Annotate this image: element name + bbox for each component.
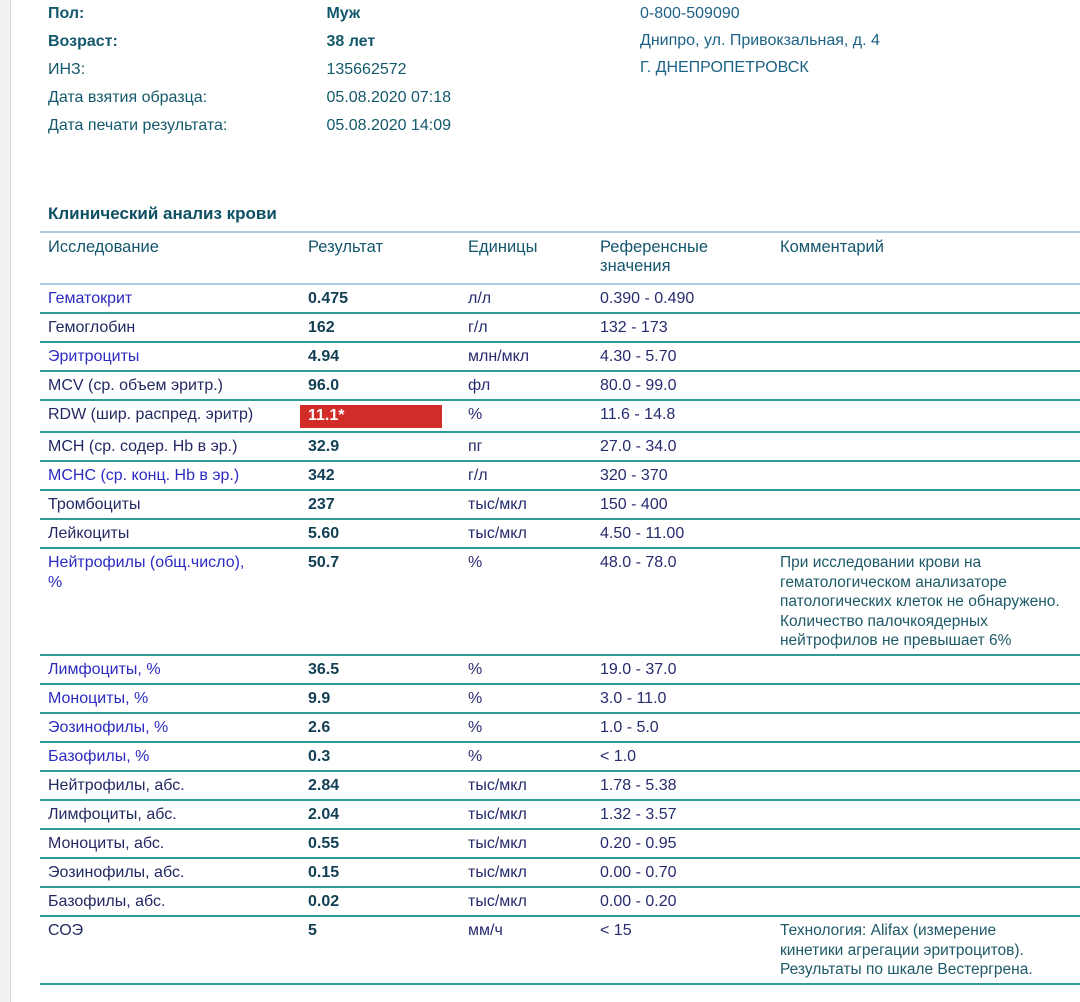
patient-info-value: 38 лет xyxy=(326,33,376,50)
table-row xyxy=(40,916,1080,984)
patient-info-value: 05.08.2020 14:09 xyxy=(326,117,452,134)
test-unit: тыс/мкл xyxy=(468,835,527,852)
header-row xyxy=(40,232,1080,284)
patient-info-value: 05.08.2020 07:18 xyxy=(326,89,452,106)
results-table-header xyxy=(40,232,1080,284)
test-comment: Технология: Alifax (измерение кинетики агрегации эритроцитов). Результаты по шкале Вестергрена. xyxy=(780,922,1033,978)
test-unit: пг xyxy=(468,438,483,455)
lab-info xyxy=(640,5,880,86)
test-unit: % xyxy=(468,554,483,571)
lab-address: Днипро, ул. Привокзальная, д. 4 xyxy=(640,32,880,49)
table-row xyxy=(40,432,1080,461)
test-reference: 27.0 - 34.0 xyxy=(600,438,677,455)
test-unit: л/л xyxy=(468,290,492,307)
test-result: 11.1* xyxy=(300,405,442,428)
test-unit: тыс/мкл xyxy=(468,777,527,794)
test-comment: При исследовании крови на гематологическом анализаторе патологических клеток не обнаружено. Количество палочкоядерных нейтрофилов не превышает 6% xyxy=(780,554,1060,649)
patient-info-row xyxy=(48,89,451,117)
test-unit: тыс/мкл xyxy=(468,893,527,910)
test-reference: 132 - 173 xyxy=(600,319,668,336)
patient-info-label: Пол: xyxy=(48,5,85,22)
test-result: 4.94 xyxy=(308,348,340,365)
test-name: Моноциты, абс. xyxy=(48,835,165,852)
lab-city: Г. ДНЕПРОПЕТРОВСК xyxy=(640,59,809,76)
test-reference: 150 - 400 xyxy=(600,496,668,513)
test-unit: % xyxy=(468,719,483,736)
test-reference: 0.00 - 0.70 xyxy=(600,864,677,881)
test-name: Базофилы, абс. xyxy=(48,893,166,910)
column-header-comment: Комментарий xyxy=(780,238,884,256)
patient-info-label: Дата взятия образца: xyxy=(48,89,208,106)
test-result: 5 xyxy=(308,922,317,939)
test-result: 5.60 xyxy=(308,525,340,542)
test-unit: тыс/мкл xyxy=(468,806,527,823)
table-row xyxy=(40,742,1080,771)
test-reference: 0.390 - 0.490 xyxy=(600,290,695,307)
test-result: 237 xyxy=(308,496,335,513)
test-name: Нейтрофилы, абс. xyxy=(48,777,185,794)
lab-phone: 0-800-509090 xyxy=(640,5,740,22)
test-result: 0.475 xyxy=(308,290,349,307)
test-result: 342 xyxy=(308,467,335,484)
test-result: 2.6 xyxy=(308,719,331,736)
table-row xyxy=(40,519,1080,548)
test-name: RDW (шир. распред. эритр) xyxy=(48,406,254,423)
table-row xyxy=(40,284,1080,313)
table-row xyxy=(40,490,1080,519)
test-name: СОЭ xyxy=(48,922,84,939)
test-reference: 4.50 - 11.00 xyxy=(600,525,685,542)
test-unit: % xyxy=(468,406,483,423)
test-name: Моноциты, % xyxy=(48,690,149,707)
test-name: Гемоглобин xyxy=(48,319,136,336)
test-result: 50.7 xyxy=(308,554,340,571)
test-result: 0.55 xyxy=(308,835,340,852)
test-reference: 11.6 - 14.8 xyxy=(600,406,676,423)
test-result: 2.04 xyxy=(308,806,340,823)
test-reference: 320 - 370 xyxy=(600,467,668,484)
table-row xyxy=(40,461,1080,490)
patient-info xyxy=(48,5,451,145)
test-result: 0.15 xyxy=(308,864,340,881)
results-table xyxy=(40,231,1080,985)
test-name: Лимфоциты, абс. xyxy=(48,806,177,823)
patient-info-value: Муж xyxy=(326,5,361,22)
test-unit: тыс/мкл xyxy=(468,864,527,881)
test-result: 36.5 xyxy=(308,661,340,678)
test-unit: г/л xyxy=(468,467,488,484)
column-header-result: Результат xyxy=(308,238,384,256)
test-unit: млн/мкл xyxy=(468,348,530,365)
test-result: 2.84 xyxy=(308,777,340,794)
test-name: Эозинофилы, абс. xyxy=(48,864,185,881)
test-unit: тыс/мкл xyxy=(468,525,527,542)
results-table-body xyxy=(40,284,1080,984)
test-reference: 80.0 - 99.0 xyxy=(600,377,677,394)
test-unit: тыс/мкл xyxy=(468,496,527,513)
column-header-reference: Референсные значения xyxy=(600,238,709,275)
test-unit: г/л xyxy=(468,319,488,336)
patient-info-row xyxy=(48,5,451,33)
table-row xyxy=(40,313,1080,342)
test-name: Нейтрофилы (общ.число), % xyxy=(48,554,245,591)
test-reference: 4.30 - 5.70 xyxy=(600,348,677,365)
test-result: 162 xyxy=(308,319,335,336)
test-result: 9.9 xyxy=(308,690,331,707)
table-row xyxy=(40,800,1080,829)
test-name: Базофилы, % xyxy=(48,748,150,765)
table-row xyxy=(40,548,1080,655)
table-row xyxy=(40,400,1080,432)
test-name: MCHC (ср. конц. Hb в эр.) xyxy=(48,467,240,484)
test-unit: мм/ч xyxy=(468,922,503,939)
table-row xyxy=(40,858,1080,887)
test-name: Гематокрит xyxy=(48,290,133,307)
patient-info-row xyxy=(48,61,451,89)
test-result: 96.0 xyxy=(308,377,340,394)
table-row xyxy=(40,684,1080,713)
test-result: 0.3 xyxy=(308,748,331,765)
patient-info-row xyxy=(48,33,451,61)
test-name: Лейкоциты xyxy=(48,525,130,542)
test-reference: 3.0 - 11.0 xyxy=(600,690,667,707)
test-result: 32.9 xyxy=(308,438,340,455)
test-result: 0.02 xyxy=(308,893,340,910)
report-title: Клинический анализ крови xyxy=(48,204,277,223)
column-header-study: Исследование xyxy=(48,238,159,256)
patient-info-label: Возраст: xyxy=(48,33,118,50)
test-reference: < 1.0 xyxy=(600,748,637,765)
test-reference: 1.32 - 3.57 xyxy=(600,806,677,823)
patient-info-label: Дата печати результата: xyxy=(48,117,228,134)
test-unit: фл xyxy=(468,377,491,394)
test-name: MCV (ср. объем эритр.) xyxy=(48,377,223,394)
test-name: Тромбоциты xyxy=(48,496,141,513)
test-reference: 0.20 - 0.95 xyxy=(600,835,677,852)
test-unit: % xyxy=(468,748,483,765)
report-section xyxy=(0,204,1080,985)
test-reference: 1.78 - 5.38 xyxy=(600,777,677,794)
patient-info-row xyxy=(48,117,451,145)
patient-info-value: 135662572 xyxy=(326,61,407,78)
table-row xyxy=(40,771,1080,800)
test-unit: % xyxy=(468,690,483,707)
test-name: Эритроциты xyxy=(48,348,140,365)
column-header-units: Единицы xyxy=(468,238,538,256)
table-row xyxy=(40,829,1080,858)
table-row xyxy=(40,713,1080,742)
test-name: Эозинофилы, % xyxy=(48,719,169,736)
table-row xyxy=(40,887,1080,916)
test-reference: 19.0 - 37.0 xyxy=(600,661,677,678)
test-reference: 1.0 - 5.0 xyxy=(600,719,659,736)
test-reference: 0.00 - 0.20 xyxy=(600,893,677,910)
test-reference: 48.0 - 78.0 xyxy=(600,554,677,571)
table-row xyxy=(40,655,1080,684)
test-unit: % xyxy=(468,661,483,678)
patient-info-label: ИНЗ: xyxy=(48,61,86,78)
table-row xyxy=(40,371,1080,400)
test-name: MCH (ср. содер. Hb в эр.) xyxy=(48,438,238,455)
test-reference: < 15 xyxy=(600,922,632,939)
table-row xyxy=(40,342,1080,371)
test-name: Лимфоциты, % xyxy=(48,661,161,678)
